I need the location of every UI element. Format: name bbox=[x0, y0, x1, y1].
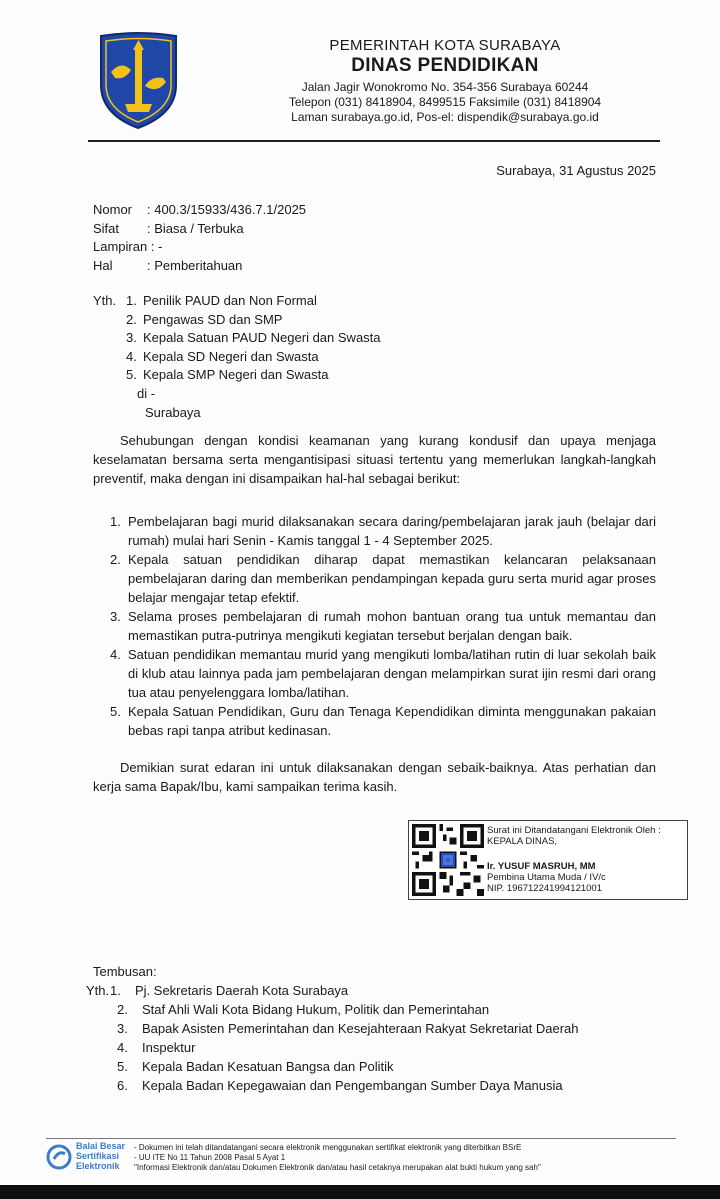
sifat-value: : Biasa / Terbuka bbox=[147, 220, 244, 236]
web-email: Laman surabaya.go.id, Pos-el: dispendik@surabaya.go.id bbox=[291, 110, 599, 124]
instruction-text: Kepala Satuan Pendidikan, Guru dan Tenaga Kependidikan diminta menggunakan pakaian bebas rapi tanpa atribut kedinasan. bbox=[128, 704, 656, 738]
qr-code bbox=[412, 824, 484, 896]
hal-label: Hal bbox=[93, 257, 113, 273]
instruction-item bbox=[110, 702, 656, 740]
recipient-number: 5. bbox=[126, 367, 137, 383]
footer-note: - Dokumen ini telah ditandatangani secara elektronik menggunakan sertifikat elektronik yang diterbitkan BSrE bbox=[134, 1143, 522, 1152]
recipient-number: 3. bbox=[126, 330, 137, 346]
bsre-line: Sertifikasi bbox=[76, 1151, 120, 1161]
instruction-text: Kepala satuan pendidikan diharap dapat memastikan kelancaran pelaksanaan pembelajaran daring dan memberikan pendampingan kepada guru serta murid agar proses belajar mengajar tetap efektif. bbox=[128, 552, 656, 605]
tembusan-item: Bapak Asisten Pemerintahan dan Kesejahteraan Rakyat Sekretariat Daerah bbox=[142, 1021, 579, 1036]
instruction-number: 2. bbox=[110, 552, 121, 567]
bsre-logo bbox=[46, 1140, 136, 1174]
tembusan-number: 4. bbox=[117, 1040, 128, 1055]
instruction-text: Pembelajaran bagi murid dilaksanakan secara daring/pembelajaran jarak jauh (belajar dari rumah) mulai hari Senin - Kamis tanggal 1 - 4 September 2025. bbox=[128, 514, 656, 548]
signatory-name: Ir. YUSUF MASRUH, MM bbox=[487, 861, 596, 872]
nomor-value: : 400.3/15933/436.7.1/2025 bbox=[147, 202, 307, 217]
signature-position: KEPALA DINAS, bbox=[487, 836, 558, 847]
recipient-city: Surabaya bbox=[145, 404, 201, 420]
surabaya-crest-logo bbox=[97, 30, 180, 130]
footer-notes bbox=[134, 1143, 541, 1173]
letterhead bbox=[215, 36, 675, 125]
bsre-mark-icon bbox=[46, 1144, 72, 1170]
instruction-text: Selama proses pembelajaran di rumah mohon bantuan orang tua untuk memantau dan memastikan putra-putrinya mengikuti kegiatan tersebut berjalan dengan baik. bbox=[128, 609, 656, 643]
department-name: DINAS PENDIDIKAN bbox=[351, 55, 539, 76]
lampiran: Lampiran : - bbox=[93, 239, 163, 254]
tembusan-number: 5. bbox=[117, 1059, 128, 1074]
instruction-number: 3. bbox=[110, 609, 121, 624]
bottom-edge bbox=[0, 1185, 720, 1199]
bsre-line: Balai Besar bbox=[76, 1141, 126, 1151]
recipient-prefix: Yth. bbox=[93, 293, 117, 308]
sifat-label: Sifat bbox=[93, 220, 120, 236]
tembusan-item: Staf Ahli Wali Kota Bidang Hukum, Politik dan Pemerintahan bbox=[142, 1002, 490, 1017]
hal-value: : Pemberitahuan bbox=[147, 257, 243, 273]
tembusan-number: 1. bbox=[110, 983, 121, 998]
recipient-item: Penilik PAUD dan Non Formal bbox=[143, 293, 317, 308]
instruction-number: 1. bbox=[110, 514, 121, 529]
recipient-number: 1. bbox=[126, 293, 137, 308]
recipient-number: 4. bbox=[126, 348, 137, 364]
tembusan-item: Kepala Badan Kepegawaian dan Pengembangan Sumber Daya Manusia bbox=[142, 1078, 563, 1093]
recipient-item: Kepala Satuan PAUD Negeri dan Swasta bbox=[143, 330, 381, 346]
bsre-line: Elektronik bbox=[76, 1161, 120, 1171]
signatory-rank: Pembina Utama Muda / IV/c bbox=[487, 872, 606, 883]
letterhead-divider bbox=[88, 140, 660, 142]
recipient-item: Pengawas SD dan SMP bbox=[143, 311, 283, 327]
footer-note: - UU ITE No 11 Tahun 2008 Pasal 5 Ayat 1 bbox=[134, 1153, 286, 1162]
footer-divider bbox=[46, 1138, 676, 1139]
tembusan-number: 3. bbox=[117, 1021, 128, 1036]
instruction-item bbox=[110, 607, 656, 645]
signature-caption: Surat ini Ditandatangani Elektronik Oleh : bbox=[487, 825, 661, 836]
signatory-nip: NIP. 196712241994121001 bbox=[487, 883, 602, 894]
government-name: PEMERINTAH KOTA SURABAYA bbox=[329, 37, 561, 54]
closing-text: Demikian surat edaran ini untuk dilaksanakan dengan sebaik-baiknya. Atas perhatian dan kerja sama Bapak/Ibu, kami sampaikan terima kasih. bbox=[93, 760, 656, 794]
intro-text: Sehubungan dengan kondisi keamanan yang kurang kondusif dan upaya menjaga keselamatan bersama serta mengantisipasi situasi tertentu yang memerlukan langkah-langkah preventif, maka dengan ini disampaikan hal-hal sebagai berikut: bbox=[93, 433, 656, 486]
tembusan-number: 2. bbox=[117, 1002, 128, 1017]
nomor-label: Nomor bbox=[93, 202, 133, 217]
tembusan-prefix: Yth. bbox=[86, 983, 110, 998]
recipient-item: Kepala SMP Negeri dan Swasta bbox=[143, 367, 329, 383]
instruction-text: Satuan pendidikan memantau murid yang mengikuti lomba/latihan rutin di luar sekolah baik di klub atau lainnya pada jam pembelajaran dengan melampirkan surat ijin resmi dari orang tua atau penyelenggara lomba/latihan. bbox=[128, 647, 656, 700]
instruction-list bbox=[110, 512, 656, 740]
closing-paragraph bbox=[93, 758, 656, 796]
instruction-item bbox=[110, 550, 656, 607]
intro-paragraph bbox=[93, 431, 656, 488]
tembusan-list bbox=[86, 962, 579, 1095]
letter-date: Surabaya, 31 Agustus 2025 bbox=[496, 163, 656, 178]
tembusan-item: Inspektur bbox=[142, 1040, 196, 1055]
footer-note: "Informasi Elektronik dan/atau Dokumen Elektronik dan/atau hasil cetaknya merupakan alat bukti hukum yang sah" bbox=[134, 1163, 541, 1172]
instruction-item bbox=[110, 512, 656, 550]
recipient-number: 2. bbox=[126, 311, 137, 327]
electronic-signature-box bbox=[408, 820, 688, 900]
instruction-number: 5. bbox=[110, 704, 121, 719]
recipient-di: di - bbox=[137, 385, 156, 401]
recipient-item: Kepala SD Negeri dan Swasta bbox=[143, 348, 319, 364]
signature-text bbox=[487, 825, 661, 894]
letter-meta bbox=[93, 201, 306, 275]
instruction-number: 4. bbox=[110, 647, 121, 662]
phone: Telepon (031) 8418904, 8499515 Faksimile (031) 8418904 bbox=[288, 95, 602, 109]
tembusan-item: Pj. Sekretaris Daerah Kota Surabaya bbox=[135, 983, 349, 998]
instruction-item bbox=[110, 645, 656, 702]
tembusan-title: Tembusan: bbox=[93, 964, 157, 979]
tembusan-item: Kepala Badan Kesatuan Bangsa dan Politik bbox=[142, 1059, 394, 1074]
tembusan-number: 6. bbox=[117, 1078, 128, 1093]
address: Jalan Jagir Wonokromo No. 354-356 Surabaya 60244 bbox=[301, 80, 589, 94]
recipient-list bbox=[93, 292, 381, 422]
